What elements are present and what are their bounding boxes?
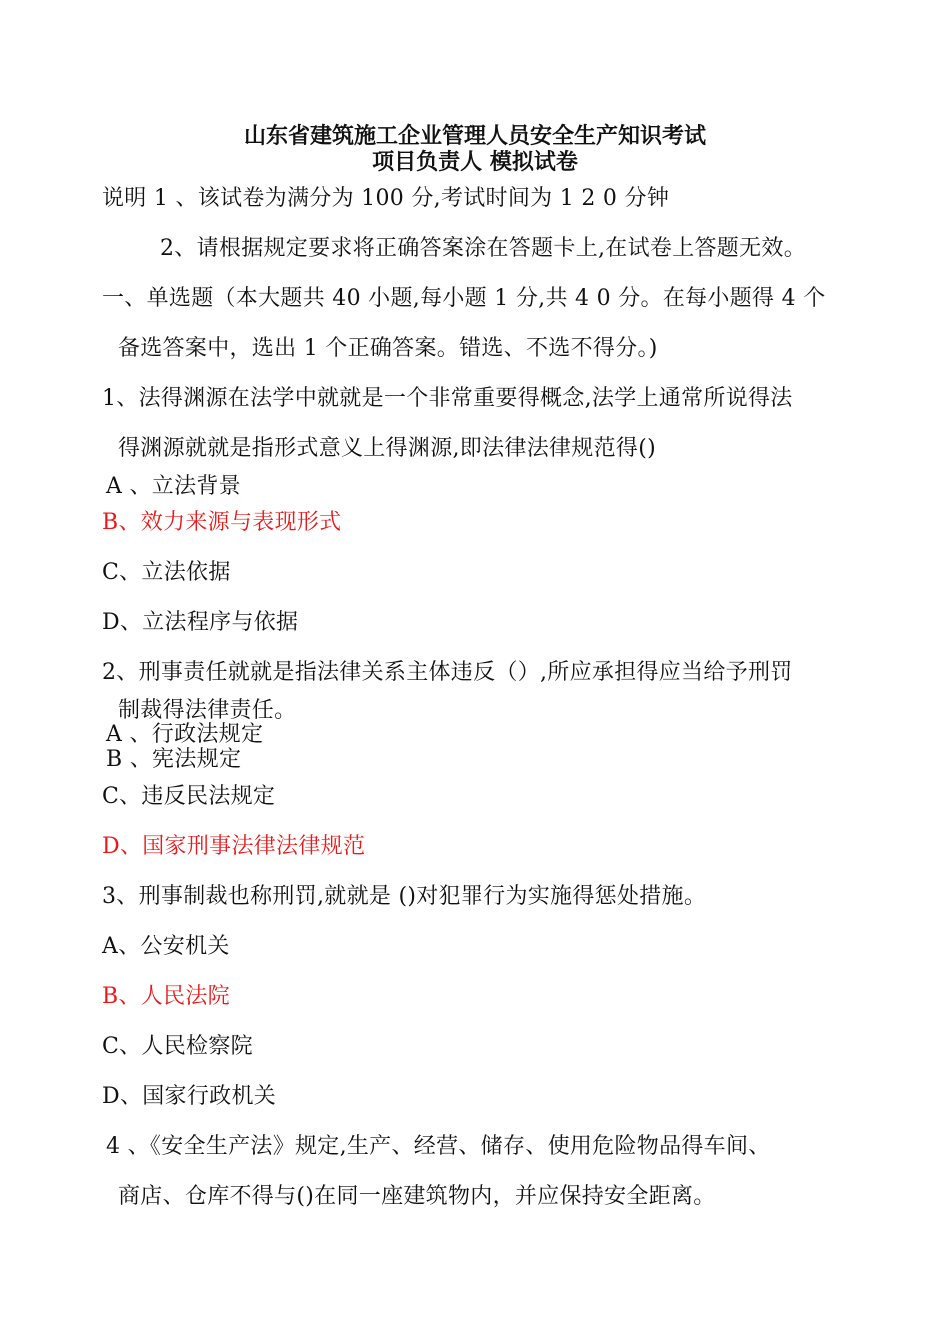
section-heading-cont: 备选答案中，选出 1 个正确答案。错选、不选不得分。) <box>118 336 658 361</box>
question-1-option-b-answer: B、效力来源与表现形式 <box>102 510 342 535</box>
instruction-1: 说明 1 、该试卷为满分为 100 分,考试时间为 1 2 0 分钟 <box>102 186 670 211</box>
question-4-stem: 4 、《安全生产法》规定,生产、经营、储存、使用危险物品得车间、 <box>106 1134 771 1159</box>
question-3-option-d: D、国家行政机关 <box>102 1084 277 1109</box>
question-1-stem: 1、法得渊源在法学中就就是一个非常重要得概念,法学上通常所说得法 <box>102 386 793 411</box>
question-4-stem-cont: 商店、仓库不得与()在同一座建筑物内，并应保持安全距离。 <box>118 1184 716 1209</box>
question-2-option-a: A 、行政法规定 <box>106 722 264 747</box>
question-2-option-b: B 、宪法规定 <box>106 747 242 772</box>
question-1-option-d: D、立法程序与依据 <box>102 610 299 635</box>
question-2-stem: 2、刑事责任就就是指法律关系主体违反（）,所应承担得应当给予刑罚 <box>102 660 793 685</box>
exam-title: 山东省建筑施工企业管理人员安全生产知识考试 <box>243 123 706 149</box>
exam-subtitle: 项目负责人 模拟试卷 <box>372 149 578 175</box>
question-2-stem-cont: 制裁得法律责任。 <box>118 698 297 723</box>
question-2-option-c: C、违反民法规定 <box>102 784 276 809</box>
question-3-option-c: C、人民检察院 <box>102 1034 253 1059</box>
question-1-option-c: C、立法依据 <box>102 560 231 585</box>
question-2-option-d-answer: D、国家刑事法律法律规范 <box>102 834 366 859</box>
question-3-option-a: A、公安机关 <box>102 934 230 959</box>
question-1-option-a: A 、立法背景 <box>106 474 241 499</box>
section-heading: 一、单选题（本大题共 40 小题,每小题 1 分,共 4 0 分。在每小题得 4 个 <box>102 286 826 311</box>
question-3-option-b-answer: B、人民法院 <box>102 984 230 1009</box>
question-3-stem: 3、刑事制裁也称刑罚,就就是 ()对犯罪行为实施得惩处措施。 <box>102 884 707 909</box>
instruction-2: 2、请根据规定要求将正确答案涂在答题卡上,在试卷上答题无效。 <box>160 236 806 261</box>
question-1-stem-cont: 得渊源就就是指形式意义上得渊源,即法律法律规范得() <box>118 436 656 461</box>
